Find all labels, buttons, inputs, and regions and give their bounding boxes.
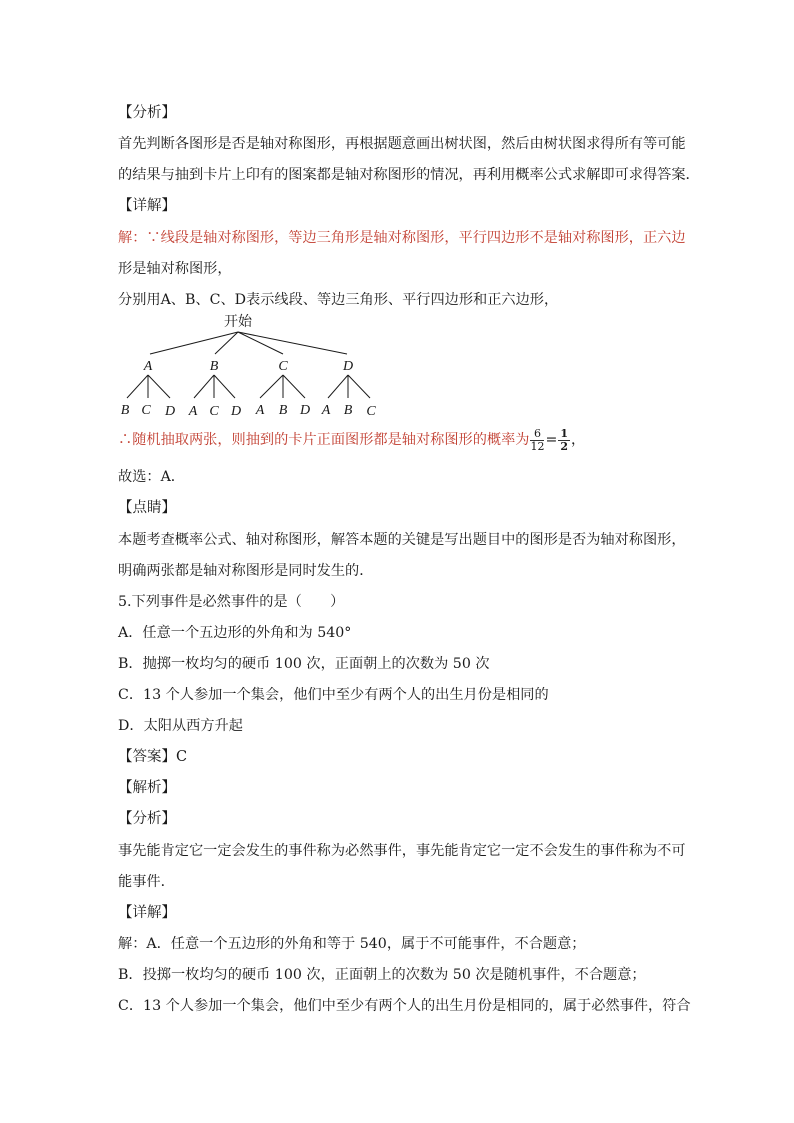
fraction-1-2 — [558, 428, 570, 453]
fraction-denominator: 2 — [560, 439, 568, 453]
tree-node-l1-a: A — [143, 359, 153, 374]
option-a: A．任意一个五边形的外角和为 540° — [118, 625, 352, 641]
analysis-line-1: 首先判断各图形是否是轴对称图形，再根据题意画出树状图，然后由树状图求得所有等可能 — [118, 136, 686, 152]
option-b: B．抛掷一枚均匀的硬币 100 次，正面朝上的次数为 50 次 — [118, 656, 490, 672]
detail-line-1: 解：∵线段是轴对称图形，等边三角形是轴对称图形，平行四边形不是轴对称图形，正六边 — [118, 230, 686, 246]
tree-node-l2: B — [120, 403, 130, 418]
section-heading-analysis-2: 【分析】 — [118, 811, 176, 827]
tree-node-l2: A — [321, 403, 331, 418]
tree-node-l1-b: B — [209, 359, 219, 374]
tree-node-l1-d: D — [342, 359, 354, 374]
comment-line-1: 本题考查概率公式、轴对称图形，解答本题的关键是写出题目中的图形是否为轴对称图形， — [118, 532, 686, 548]
section-heading-detail-2: 【详解】 — [118, 905, 176, 921]
tree-node-l2: C — [366, 404, 376, 419]
section-heading-explanation: 【解析】 — [118, 780, 176, 796]
detail2-line-1: 解：A．任意一个五边形的外角和等于 540，属于不可能事件，不合题意； — [118, 936, 586, 952]
detail-line-3: 分别用A、B、C、D表示线段、等边三角形、平行四边形和正六边形， — [118, 292, 559, 308]
probability-line — [118, 426, 585, 454]
fraction-denominator: 12 — [530, 439, 545, 453]
answer-label: 【答案】C — [118, 749, 188, 765]
tree-node-l2: A — [188, 404, 198, 419]
tree-node-l2: D — [164, 404, 176, 419]
fraction-numerator: 1 — [560, 426, 568, 440]
choice-line: 故选：A． — [118, 469, 185, 485]
tree-node-l2: C — [209, 404, 219, 419]
tree-node-l1-c: C — [278, 359, 288, 374]
analysis-line-2: 的结果与抽到卡片上印有的图案都是轴对称图形的情况，再利用概率公式求解即可求得答案． — [118, 167, 700, 183]
fraction-6-12 — [530, 428, 544, 453]
question-5-stem: 5.下列事件是必然事件的是（ ） — [118, 594, 345, 610]
section-heading-comment: 【点睛】 — [118, 500, 176, 516]
tree-node-l2: A — [255, 403, 265, 418]
tree-node-l2: C — [141, 403, 151, 418]
tree-root-label: 开始 — [224, 314, 252, 330]
detail2-line-3: C．13 个人参加一个集会，他们中至少有两个人的出生月份是相同的，属于必然事件，符合 — [118, 998, 691, 1014]
section-heading-detail: 【详解】 — [118, 198, 176, 214]
tree-diagram — [110, 308, 390, 426]
detail2-line-2: B．投掷一枚均匀的硬币 100 次，正面朝上的次数为 50 次是随机事件，不合题意； — [118, 967, 646, 983]
tree-node-l2: B — [278, 403, 288, 418]
probability-text: ∴随机抽取两张，则抽到的卡片正面图形都是轴对称图形的概率为 — [118, 432, 530, 448]
tree-node-l2: D — [299, 403, 311, 418]
fraction-numerator: 6 — [530, 428, 544, 441]
analysis2-line-2: 能事件． — [118, 874, 175, 890]
detail-line-2: 形是轴对称图形， — [118, 261, 232, 277]
comment-line-2: 明确两张都是轴对称图形是同时发生的． — [118, 563, 374, 579]
option-d: D．太阳从西方升起 — [118, 718, 243, 734]
equals-sign: = — [545, 432, 558, 448]
tree-node-l2: D — [230, 404, 242, 419]
section-heading-analysis: 【分析】 — [118, 105, 176, 121]
analysis2-line-1: 事先能肯定它一定会发生的事件称为必然事件，事先能肯定它一定不会发生的事件称为不可 — [118, 843, 686, 859]
comma: ， — [571, 432, 586, 448]
option-c: C．13 个人参加一个集会，他们中至少有两个人的出生月份是相同的 — [118, 687, 549, 703]
tree-node-l2: B — [343, 403, 353, 418]
